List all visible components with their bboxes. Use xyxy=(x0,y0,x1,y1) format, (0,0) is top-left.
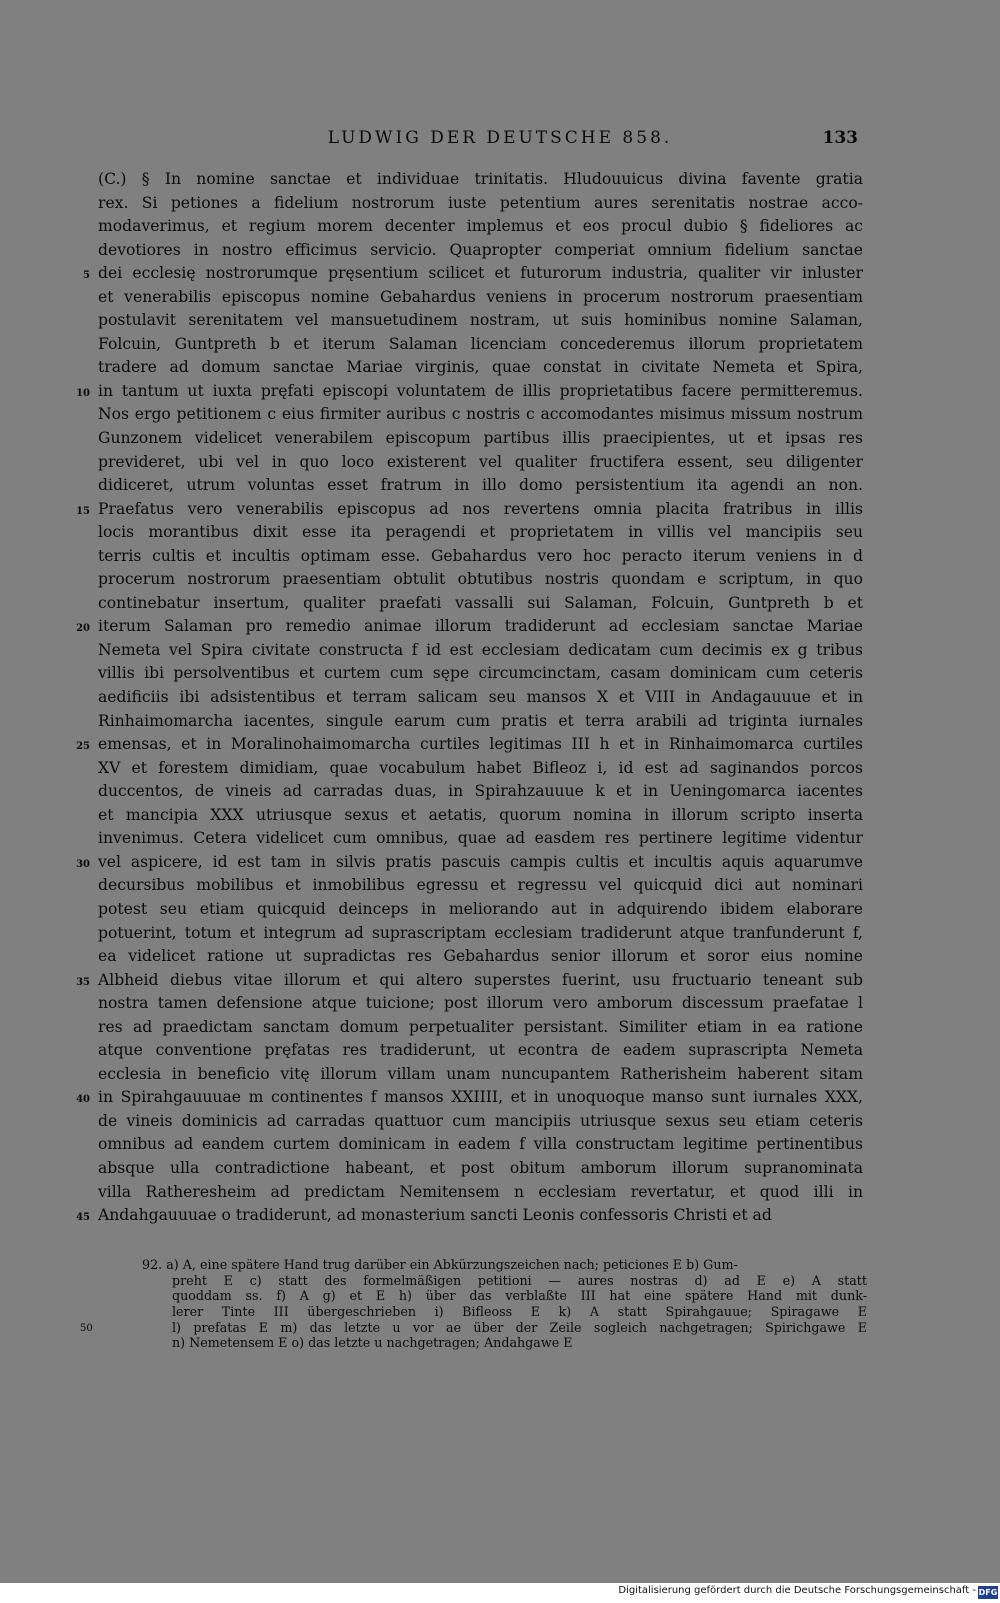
text-line xyxy=(98,451,863,475)
footnote-text: n) Nemetensem E o) das letzte u nachgetragen; Andahgawe E xyxy=(172,1335,573,1351)
line-text: iterum Salaman pro remedio animae illorum tradiderunt ad ecclesiam sanctae Mariae xyxy=(98,617,863,636)
text-line xyxy=(98,356,863,380)
line-text: atque conventione pręfatas res tradiderunt, ut econtra de eadem suprascripta Nemeta xyxy=(98,1041,863,1060)
text-line xyxy=(98,662,863,686)
text-line xyxy=(98,639,863,663)
line-text: dei ecclesię nostrorumque pręsentium scilicet et futurorum industria, qualiter vir inluster xyxy=(98,264,863,283)
line-text: Albheid diebus vitae illorum et qui altero superstes fuerint, usu fructuario teneant sub xyxy=(98,970,863,989)
footnote-text: lerer Tinte III übergeschrieben i) Bifleoss E k) A statt Spirahgauue; Spiragawe E xyxy=(172,1304,867,1320)
line-text: Nemeta vel Spira civitate constructa f id est ecclesiam dedicatam cum decimis ex g tribus xyxy=(98,640,863,659)
text-line xyxy=(98,780,863,804)
text-line xyxy=(76,498,863,522)
page-number: 133 xyxy=(822,128,858,148)
text-line xyxy=(76,615,863,639)
text-line xyxy=(76,1204,863,1228)
text-line xyxy=(98,1063,863,1087)
text-line xyxy=(98,898,863,922)
footnote-line xyxy=(142,1304,867,1320)
text-line xyxy=(98,804,863,828)
text-line xyxy=(98,945,863,969)
line-text: emensas, et in Moralinohaimomarcha curtiles legitimas III h et in Rinhaimomarca curtiles xyxy=(98,735,863,754)
line-number: 35 xyxy=(76,976,90,988)
footnote-text: l) prefatas E m) das letzte u vor ae über der Zeile sogleich nachgetragen; Spirichgawe E xyxy=(172,1319,867,1335)
line-text: locis morantibus dixit esse ita peragendi et proprietatem in villis vel mancipiis seu xyxy=(98,523,863,542)
text-line xyxy=(98,215,863,239)
footnote-line xyxy=(142,1257,867,1273)
text-line xyxy=(98,1016,863,1040)
line-text: Rinhaimomarcha iacentes, singule earum cum pratis et terra arabili ad triginta iurnales xyxy=(98,711,863,730)
line-text: Nos ergo petitionem c eius firmiter auribus c nostris c accomodantes misimus missum nostrum xyxy=(98,405,863,424)
text-line xyxy=(98,757,863,781)
line-number: 15 xyxy=(76,505,90,517)
text-line xyxy=(98,1157,863,1181)
text-line xyxy=(98,192,863,216)
line-text: in Spirahgauuuae m continentes f mansos XXIIII, et in unoquoque manso sunt iurnales XXX, xyxy=(98,1088,863,1107)
funding-credit: Digitalisierung gefördert durch die Deutsche Forschungsgemeinschaft - xyxy=(618,1585,976,1596)
line-text: (C.) § In nomine sanctae et individuae trinitatis. Hludouuicus divina favente gratia xyxy=(98,170,863,188)
line-text: omnibus ad eandem curtem dominicam in eadem f villa constructam legitime pertinentibus xyxy=(98,1135,863,1154)
line-number: 40 xyxy=(76,1094,90,1106)
line-text: ecclesia in beneficio vitę illorum villam unam nuncupantem Ratherisheim haberent sitam xyxy=(98,1064,863,1083)
text-line xyxy=(98,710,863,734)
line-text: Gunzonem videlicet venerabilem episcopum partibus illis praecipientes, ut et ipsas res xyxy=(98,429,863,448)
dfg-logo: DFG xyxy=(978,1588,998,1597)
text-line xyxy=(98,403,863,427)
line-number: 25 xyxy=(76,741,90,753)
line-text: Praefatus vero venerabilis episcopus ad nos revertens omnia placita fratribus in illis xyxy=(98,499,863,518)
footnote-line xyxy=(80,1319,867,1336)
line-text: villis ibi persolventibus et curtem cum sępe circumcinctam, casam dominicam cum ceteris xyxy=(98,664,863,683)
line-text: XV et forestem dimidiam, quae vocabulum habet Bifleoz i, id est ad saginandos porcos xyxy=(98,758,863,777)
text-line xyxy=(98,592,863,616)
line-text: potest seu etiam quicquid deinceps in meliorando aut in adquirendo ibidem elaborare xyxy=(98,899,863,918)
footnotes xyxy=(80,1257,867,1351)
text-line xyxy=(98,474,863,498)
line-text: in tantum ut iuxta pręfati episcopi voluntatem de illis proprietatibus facere permitteremus. xyxy=(98,381,863,400)
footnote-text: 92. a) A, eine spätere Hand trug darüber ein Abkürzungszeichen nach; peticiones E b) Gum- xyxy=(142,1257,738,1272)
line-text: decursibus mobilibus et inmobilibus egressu et regressu vel quicquid dici aut nominari xyxy=(98,876,863,895)
line-text: res ad praedictam sanctam domum perpetualiter persistant. Similiter etiam in ea ratione xyxy=(98,1017,863,1036)
line-text: de vineis dominicis ad carradas quattuor cum mancipiis utriusque sexus seu etiam ceteris xyxy=(98,1111,863,1130)
charter-text xyxy=(76,168,863,1228)
line-text: continebatur insertum, qualiter praefati vassalli sui Salaman, Folcuin, Guntpreth b et xyxy=(98,593,863,612)
footer-bar xyxy=(0,1583,1000,1603)
line-text: procerum nostrorum praesentiam obtulit obtutibus nostris quondam e scriptum, in quo xyxy=(98,570,863,589)
line-text: potuerint, totum et integrum ad suprascriptam ecclesiam tradiderunt atque tranfunderunt f, xyxy=(98,923,863,942)
text-line xyxy=(98,1181,863,1205)
line-text: vel aspicere, id est tam in silvis pratis pascuis campis cultis et incultis aquis aquarumve xyxy=(98,852,863,871)
line-text: aedificiis ibi adsistentibus et terram salicam seu mansos X et VIII in Andagauuue et in xyxy=(98,688,863,707)
line-text: ea videlicet ratione ut supradictas res Gebahardus senior illorum et soror eius nomine xyxy=(98,947,863,966)
line-text: et mancipia XXX utriusque sexus et aetatis, quorum nomina in illorum scripto inserta xyxy=(98,805,863,824)
text-line xyxy=(76,1086,863,1110)
footnote-line xyxy=(142,1335,867,1351)
text-line xyxy=(98,168,863,192)
text-line xyxy=(98,686,863,710)
running-head: LUDWIG DER DEUTSCHE 858. xyxy=(327,128,673,148)
line-text: Andahgauuuae o tradiderunt, ad monasterium sancti Leonis confessoris Christi et ad xyxy=(98,1206,772,1225)
line-text: et venerabilis episcopus nomine Gebahardus veniens in procerum nostrorum praesentiam xyxy=(98,287,863,306)
line-text: postulavit serenitatem vel mansuetudinem nostram, ut suis hominibus nomine Salaman, xyxy=(98,311,863,330)
text-line xyxy=(98,1039,863,1063)
page-header xyxy=(0,128,1000,154)
line-text: tradere ad domum sanctae Mariae virginis, quae constat in civitate Nemeta et Spira, xyxy=(98,358,863,377)
text-line xyxy=(98,922,863,946)
text-line xyxy=(98,992,863,1016)
text-line xyxy=(76,969,863,993)
line-text: didiceret, utrum voluntas esset fratrum in illo domo persistentium ita agendi an non. xyxy=(98,476,863,495)
text-line xyxy=(98,239,863,263)
line-number: 30 xyxy=(76,858,90,870)
line-text: devotiores in nostro efficimus servicio. Quapropter comperiat omnium fidelium sanctae xyxy=(98,240,863,259)
line-number: 45 xyxy=(76,1212,90,1224)
line-text: terris cultis et incultis optimam esse. Gebahardus vero hoc peracto iterum veniens in d xyxy=(98,546,863,565)
text-line xyxy=(98,1133,863,1157)
line-text: rex. Si petiones a fidelium nostrorum iuste petentium aures serenitatis nostrae acco- xyxy=(98,193,863,212)
line-text: duccentos, de vineis ad carradas duas, in Spirahzauuue k et in Ueningomarca iacentes xyxy=(98,782,863,801)
footnote-line xyxy=(142,1273,867,1289)
text-line xyxy=(98,874,863,898)
text-line xyxy=(83,262,863,286)
line-text: Folcuin, Guntpreth b et iterum Salaman licenciam concederemus illorum proprietatem xyxy=(98,334,863,353)
line-number: 20 xyxy=(76,623,90,635)
footnote-text: preht E c) statt des formelmäßigen petitioni — aures nostras d) ad E e) A statt xyxy=(172,1272,867,1288)
line-text: nostra tamen defensione atque tuicione; post illorum vero amborum discessum praefatae l xyxy=(98,994,863,1013)
text-line xyxy=(76,733,863,757)
line-number: 10 xyxy=(76,387,90,399)
text-line xyxy=(76,851,863,875)
text-line xyxy=(98,427,863,451)
line-text: villa Ratheresheim ad predictam Nemitensem n ecclesiam revertatur, et quod illi in xyxy=(98,1182,863,1201)
text-line xyxy=(98,309,863,333)
text-line xyxy=(98,286,863,310)
text-line xyxy=(98,545,863,569)
line-text: invenimus. Cetera videlicet cum omnibus, quae ad easdem res pertinere legitime videntur xyxy=(98,829,863,848)
footnote-line xyxy=(142,1288,867,1304)
text-line xyxy=(76,380,863,404)
line-text: previderet, ubi vel in quo loco existerent vel qualiter fructifera essent, seu diligenter xyxy=(98,452,863,471)
line-number: 50 xyxy=(80,1322,93,1334)
text-line xyxy=(98,827,863,851)
text-line xyxy=(98,1110,863,1134)
line-text: modaverimus, et regium morem decenter implemus et eos procul dubio § fideliores ac xyxy=(98,217,863,236)
text-line xyxy=(98,521,863,545)
text-line xyxy=(98,568,863,592)
text-line xyxy=(98,333,863,357)
line-text: absque ulla contradictione habeant, et post obitum amborum illorum supranominata xyxy=(98,1158,863,1177)
line-number: 5 xyxy=(83,270,90,282)
footnote-text: quoddam ss. f) A g) et E h) über das verblaßte III hat eine spätere Hand mit dunk- xyxy=(172,1288,867,1304)
